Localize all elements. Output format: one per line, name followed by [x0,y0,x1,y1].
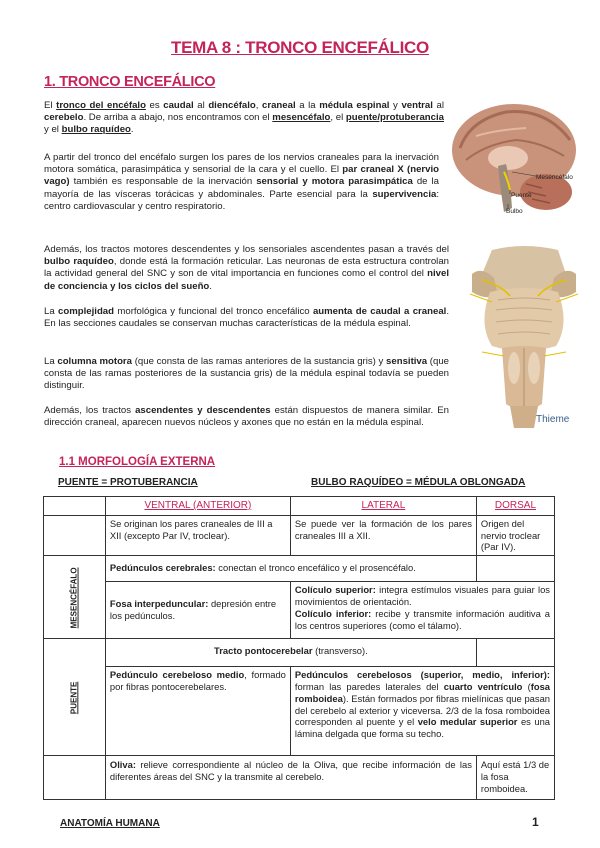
paragraph-5: La columna motora (que consta de las ramas anteriores de la sustancia gris) y sensitiva (que consta de las ramas posteriores de la sustancia gris) de la médula espinal todavía se pueden distinguir. [44,356,449,392]
subsection-heading: 1.1 MORFOLOGÍA EXTERNA [59,456,216,468]
page-title: TEMA 8 : TRONCO ENCEFÁLICO [171,38,429,57]
cell-general-ventral: Se originan los pares craneales de III a XII (excepto Par IV, troclear). [105,515,290,555]
equivalence-bulbo: BULBO RAQUÍDEO = MÉDULA OBLONGADA [311,477,526,488]
paragraph-3: Además, los tractos motores descendentes y los sensoriales ascendentes pasan a través del bulbo raquídeo, donde está la formación reticular. Las neuronas de esta estructura controlan la actividad general del SNC y son de vital importancia en funciones como el control del nivel de conciencia y los ciclos del sueño. [44,244,449,292]
paragraph-4: La complejidad morfológica y funcional del tronco encefálico aumenta de caudal a craneal. En las secciones caudales se conservan muchas características de la médula espinal. [44,306,449,330]
cell-mes-lateral: Colículo superior: integra estímulos visuales para guiar los movimientos de orientación. Colículo inferior: recibe y transmite información auditiva a los centros superiores (como el tálamo). [290,582,554,639]
paragraph-1: El tronco del encéfalo es caudal al diencéfalo, craneal a la médula espinal y ventral al cerebelo. De arriba a abajo, nos encontramos con el mesencéfalo, el puente/protuberancia y el bulbo raquídeo. [44,100,444,136]
paragraph-6: Además, los tractos ascendentes y descendentes están dispuestos de manera similar. En dirección craneal, aparecen nuevos núcleos y axones que no están en la médula espinal. [44,405,449,429]
equivalence-puente: PUENTE = PROTUBERANCIA [58,477,198,488]
section-heading: 1. TRONCO ENCEFÁLICO [44,74,216,90]
header-ventral: VENTRAL (ANTERIOR) [105,497,290,516]
row-label-puente: PUENTE [69,681,79,714]
cell-pu-lateral: Pedúnculos cerebelosos (superior, medio, inferior): forman las paredes laterales del cuarto ventrículo (fosa romboidea). Están formados por fibras mielínicas que pasan del cerebelo al exterior y viceversa. 2/3 de la fosa romboidea corresponden al puente y el velo medular superior es una lámina delgada que forma su techo. [290,667,554,756]
table-row [44,515,555,555]
table-row [44,556,555,582]
cell-general-dorsal: Origen del nervio troclear (Par IV). [476,515,554,555]
footer-subject: ANATOMÍA HUMANA [60,818,160,829]
cell-mes-ventral: Fosa interpeduncular: depresión entre los pedúnculos. [105,582,290,639]
table-row [44,639,555,667]
table-header-row [44,497,555,516]
cell-pu-ventral: Pedúnculo cerebeloso medio, formado por fibras pontocerebelares. [105,667,290,756]
cell-mes-pedunculos: Pedúnculos cerebrales: conectan el tronco encefálico y el prosencéfalo. [105,556,476,582]
header-lateral: LATERAL [290,497,476,516]
cell-pu-tracto: Tracto pontocerebelar (transverso). [105,639,476,667]
label-puente: Puente [511,192,532,199]
morphology-table [43,496,555,800]
brain-sagittal-figure [446,100,586,222]
page-number: 1 [532,815,539,829]
label-mesencefalo: Mesencéfalo [536,174,573,181]
table-row [44,756,555,799]
cell-bulbo-dorsal: Aquí está 1/3 de la fosa romboidea. [476,756,554,799]
header-dorsal: DORSAL [476,497,554,516]
table-row [44,582,555,639]
cell-bulbo-oliva: Oliva: relieve correspondiente al núcleo de la Oliva, que recibe información de las diferentes áreas del SNC y la transmite al cerebelo. [105,756,476,799]
table-row [44,667,555,756]
row-label-mesencefalo: MESENCÉFALO [69,567,79,629]
cell-general-lateral: Se puede ver la formación de los pares craneales III a XII. [290,515,476,555]
label-bulbo: Bulbo [506,208,523,215]
figure-credit: Thieme [536,414,570,425]
paragraph-2: A partir del tronco del encéfalo surgen los pares de los nervios craneales para la inervación motora somática, parasimpática y sensorial de la cara y el cuello. El par craneal X (nervio vago) también es responsable de la inervación sensorial y motora parasimpática de la mayoría de las vísceras torácicas y abdominales. Parte esencial para la supervivencia: centro cardiovascular y centro respiratorio. [44,152,439,212]
brainstem-ventral-figure [462,244,586,430]
